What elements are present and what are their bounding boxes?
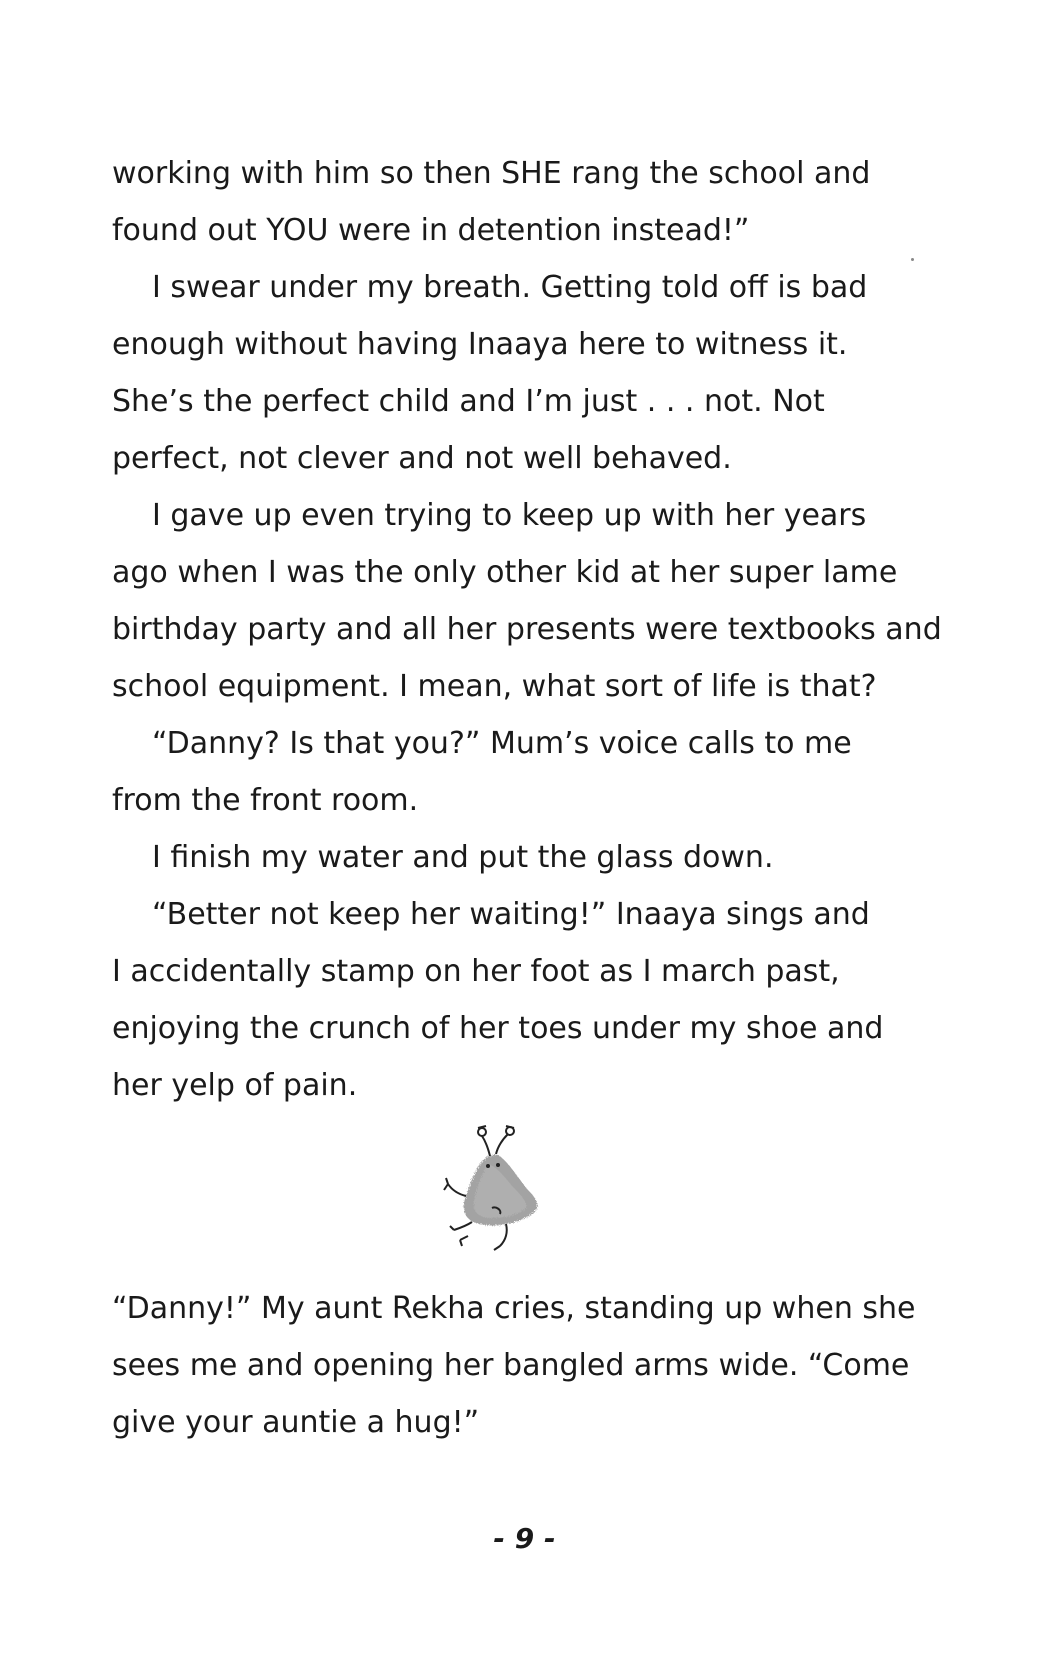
text-line: her yelp of pain. xyxy=(112,1068,358,1103)
text-block-bottom xyxy=(112,1280,916,1451)
text-line: working with him so then SHE rang the school and xyxy=(112,156,871,191)
scan-speck xyxy=(911,258,914,261)
text-line: give your auntie a hug!” xyxy=(112,1405,480,1440)
text-line: found out YOU were in detention instead!” xyxy=(112,213,750,248)
text-line: ago when I was the only other kid at her super lame xyxy=(112,555,898,590)
text-line: I gave up even trying to keep up with her years xyxy=(152,498,867,533)
text-line: I swear under my breath. Getting told off is bad xyxy=(152,270,868,305)
text-line: “Danny? Is that you?” Mum’s voice calls to me xyxy=(152,726,852,761)
text-line: sees me and opening her bangled arms wide. “Come xyxy=(112,1348,910,1383)
text-line: I accidentally stamp on her foot as I march past, xyxy=(112,954,840,989)
text-line: enjoying the crunch of her toes under my shoe and xyxy=(112,1011,884,1046)
fuzzy-monster-icon xyxy=(432,1118,548,1268)
page-number: - 9 - xyxy=(493,1522,556,1555)
text-line: perfect, not clever and not well behaved. xyxy=(112,441,732,476)
text-line: “Better not keep her waiting!” Inaaya sings and xyxy=(152,897,870,932)
text-line: from the front room. xyxy=(112,783,419,818)
text-line: enough without having Inaaya here to witness it. xyxy=(112,327,848,362)
text-line: school equipment. I mean, what sort of life is that? xyxy=(112,669,877,704)
text-line: I finish my water and put the glass down. xyxy=(152,840,774,875)
text-line: birthday party and all her presents were textbooks and xyxy=(112,612,942,647)
text-line: She’s the perfect child and I’m just . . . not. Not xyxy=(112,384,825,419)
text-block-top xyxy=(112,145,942,1114)
text-line: “Danny!” My aunt Rekha cries, standing up when she xyxy=(112,1291,916,1326)
